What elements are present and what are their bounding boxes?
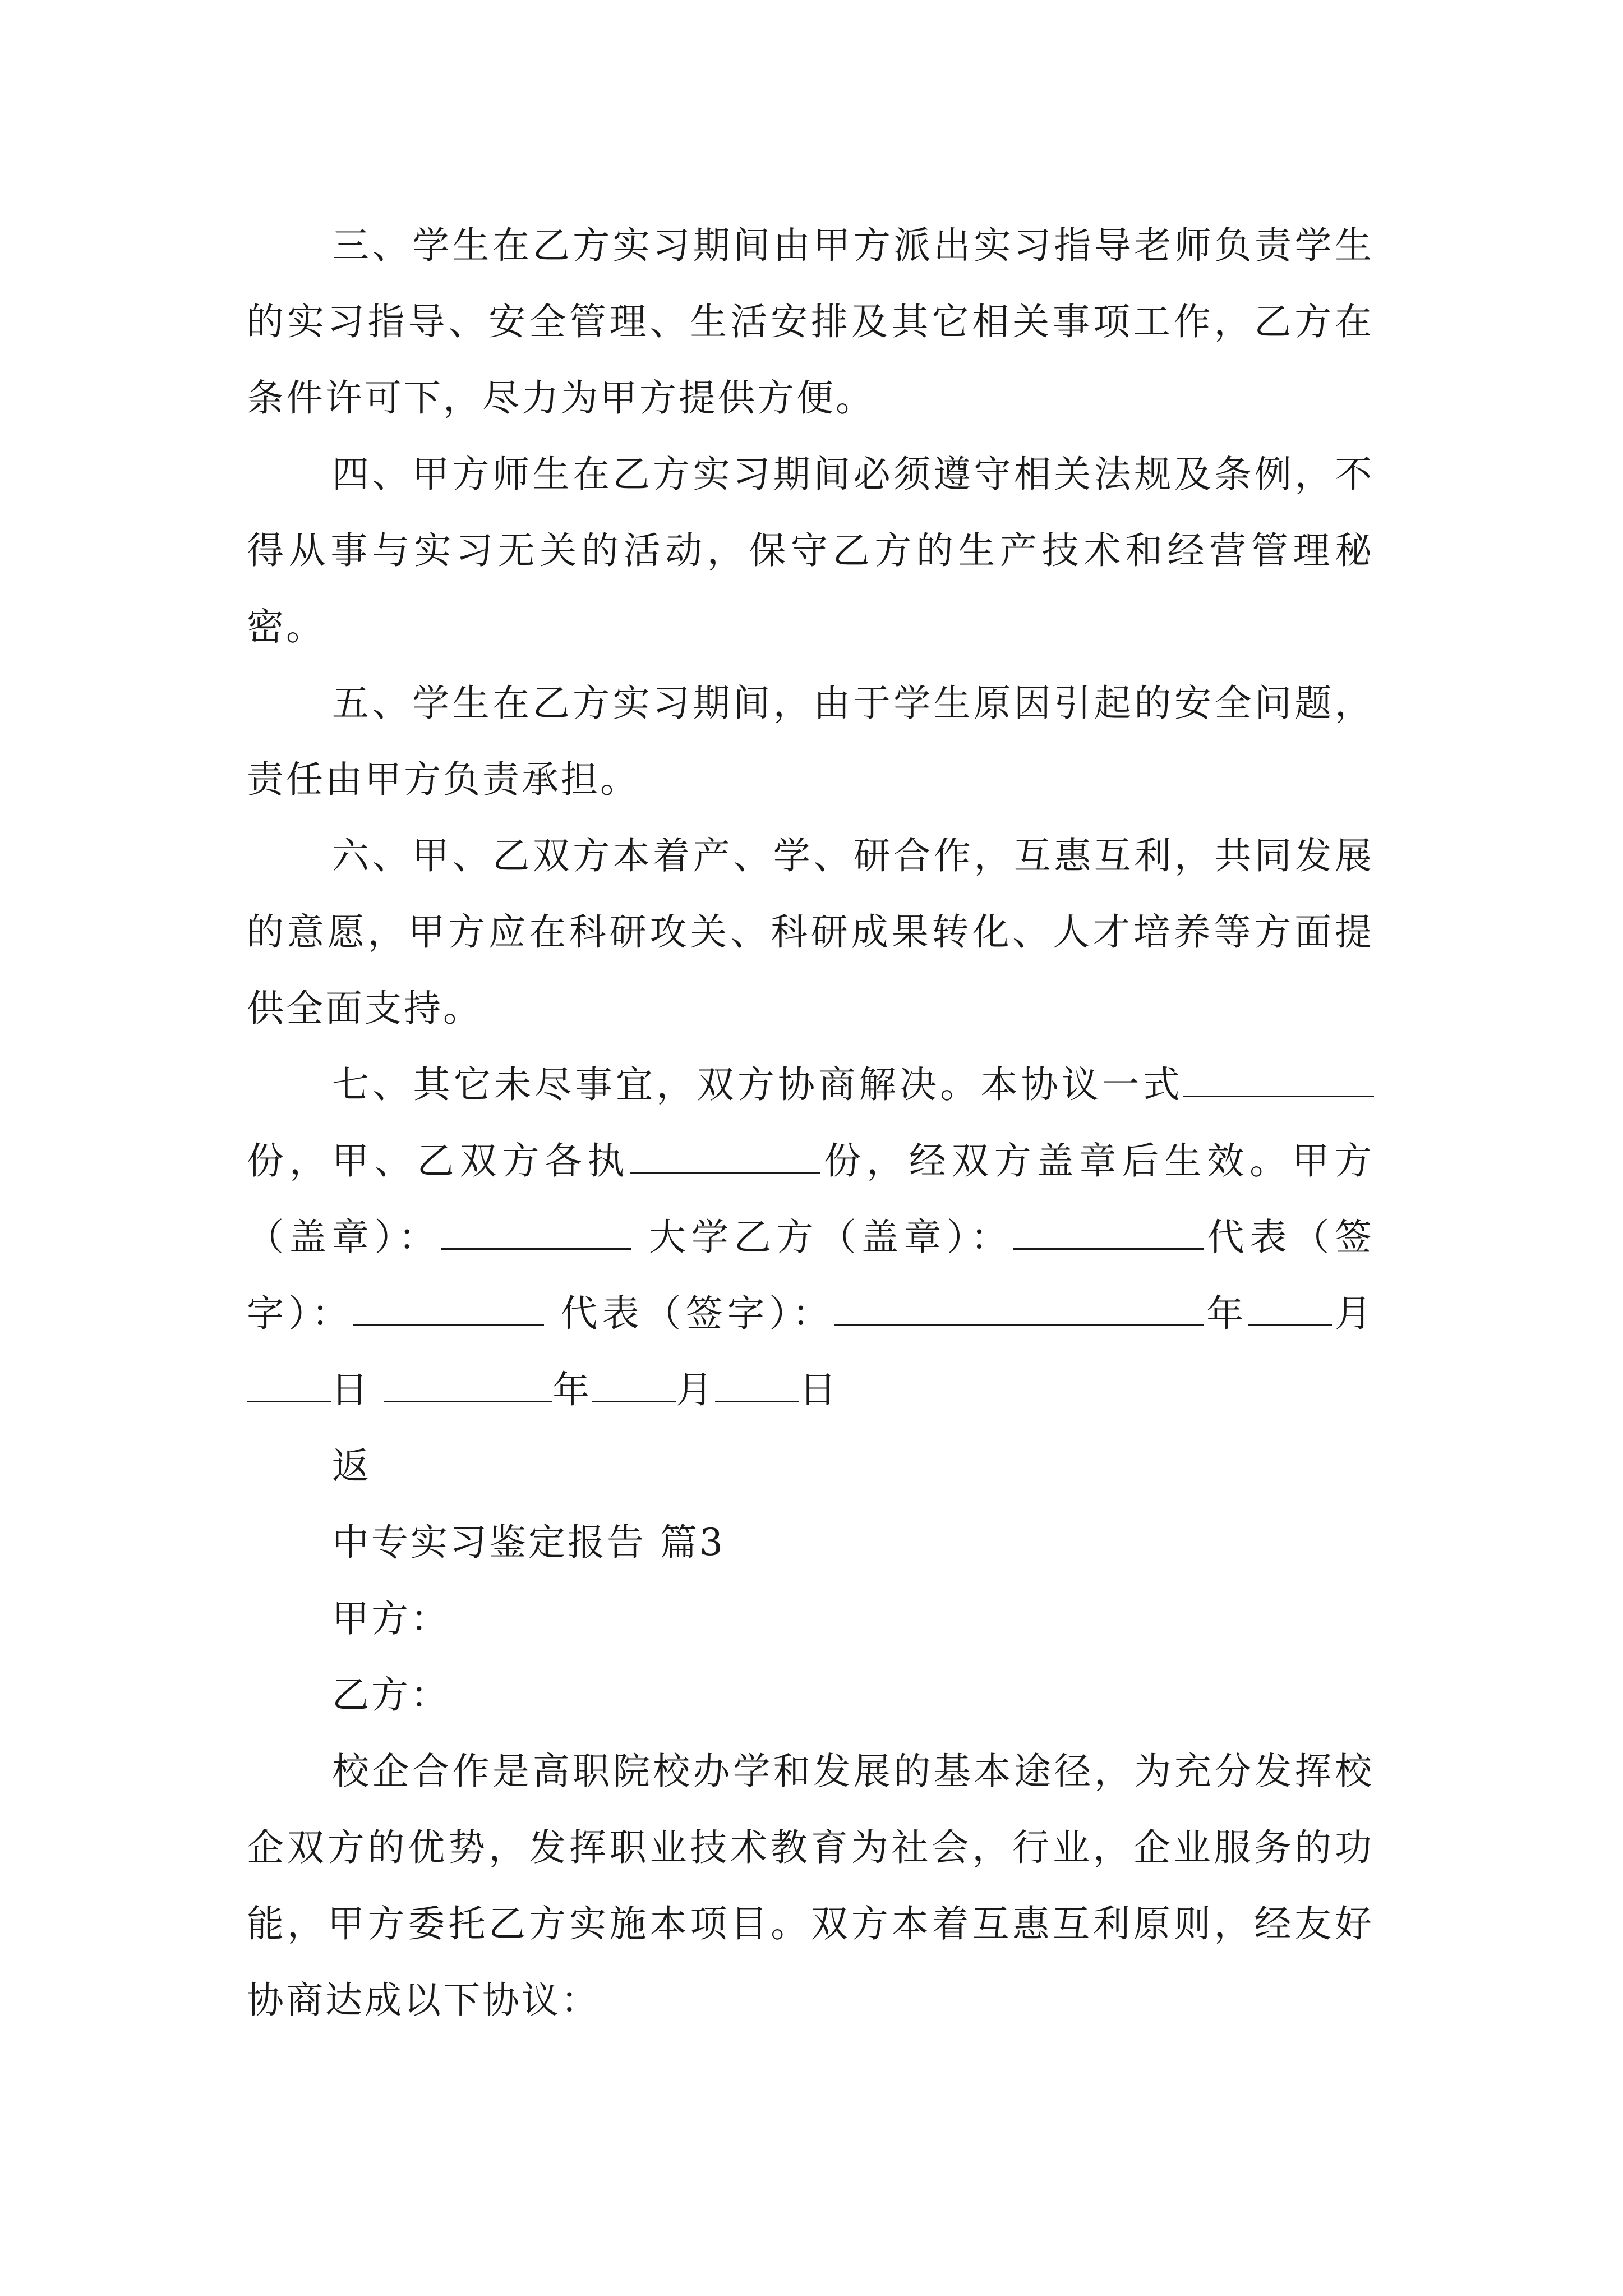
clause-7-text-2: 份，甲、乙双方各执	[247, 1139, 630, 1182]
party-b-label: 乙方：	[332, 1673, 450, 1717]
party-a-label: 甲方：	[332, 1597, 450, 1640]
party-b-rep-signature-blank	[834, 1292, 1204, 1326]
document-body	[247, 208, 1374, 2039]
party-b-seal-blank	[1013, 1216, 1204, 1250]
clause-7-text-9: 日	[331, 1368, 384, 1411]
month-blank-a	[1248, 1292, 1332, 1326]
clause-5: 五、学生在乙方实习期间，由于学生原因引起的安全问题，责任由甲方负责承担。	[247, 682, 1374, 801]
clause-6: 六、甲、乙双方本着产、学、研合作，互惠互利，共同发展的意愿，甲方应在科研攻关、科研成果转化、人才培养等方面提供全面支持。	[247, 834, 1374, 1030]
section-title: 中专实习鉴定报告 篇3	[332, 1521, 725, 1564]
clause-7-text-3: 份，经双方盖章后生效。甲方（盖章）：	[247, 1139, 1375, 1259]
intro-paragraph: 校企合作是高职院校办学和发展的基本途径，为充分发挥校企双方的优势，发挥职业技术教育为社会，行业，企业服务的功能，甲方委托乙方实施本项目。双方本着互惠互利原则，经友好协商达成以下协议：	[247, 1750, 1374, 2022]
month-blank-b	[592, 1368, 676, 1402]
clause-7-text-1: 七、其它未尽事宜，双方协商解决。本协议一式	[332, 1063, 1183, 1106]
clause-3: 三、学生在乙方实习期间由甲方派出实习指导老师负责学生的实习指导、安全管理、生活安排及其它相关事项工作，乙方在条件许可下，尽力为甲方提供方便。	[247, 224, 1374, 420]
party-a-rep-signature-blank	[353, 1292, 544, 1326]
clause-7-text-12: 日	[799, 1368, 838, 1411]
clause-7-text-11: 月	[675, 1368, 715, 1411]
clause-7-text-7: 年	[1204, 1292, 1248, 1335]
clause-7-text-8: 月	[1332, 1292, 1375, 1335]
day-blank-b	[715, 1368, 799, 1402]
party-a-seal-blank	[441, 1216, 631, 1250]
return-link[interactable]: 返	[332, 1444, 371, 1488]
clause-7-text-5: 代表（签字）：	[247, 1216, 1375, 1335]
clause-4: 四、甲方师生在乙方实习期间必须遵守相关法规及条例，不得从事与实习无关的活动，保守乙方的生产技术和经营管理秘密。	[247, 453, 1374, 648]
clause-7-text-10: 年	[552, 1368, 592, 1411]
copies-total-blank	[1183, 1063, 1374, 1097]
clause-7-text-6: 代表（签字）：	[544, 1292, 834, 1335]
day-blank-a	[247, 1368, 331, 1402]
clause-7-text-4: 大学乙方（盖章）：	[631, 1216, 1013, 1259]
copies-each-blank	[630, 1139, 820, 1174]
clause-7	[247, 1047, 1374, 1428]
year-blank-b	[384, 1368, 552, 1402]
